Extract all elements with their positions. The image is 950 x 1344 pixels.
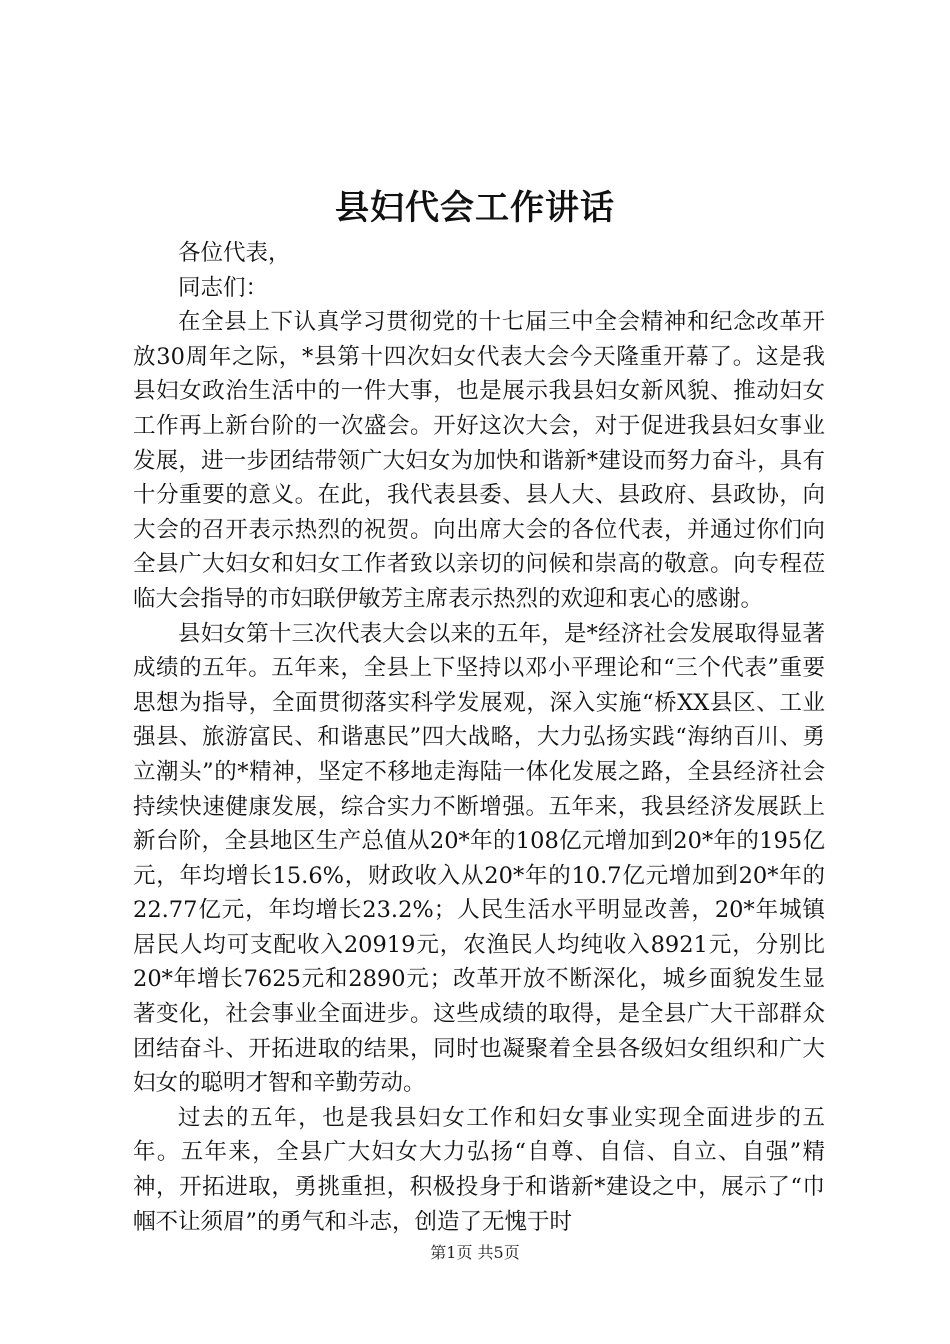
salutation-line: 各位代表， (178, 240, 291, 266)
body-paragraph: 县妇女第十三次代表大会以来的五年，是*经济社会发展取得显著成绩的五年。五年来，全县上下坚持以邓小平理论和“三个代表”重要思想为指导，全面贯彻落实科学发展观，深入实施“桥XX县区、工业强县、旅游富民、和谐惠民”四大战略，大力弘扬实践“海纳百川、勇立潮头”的*精神，坚定不移地走海陆一体化发展之路，全县经济社会持续快速健康发展，综合实力不断增强。五年来，我县经济发展跃上新台阶，全县地区生产总值从20*年的108亿元增加到20*年的195亿元，年均增长15.6%，财政收入从20*年的10.7亿元增加到20*年的22.77亿元，年均增长23.2%；人民生活水平明显改善，20*年城镇居民人均可支配收入20919元，农渔民人均纯收入8921元，分别比20*年增长7625元和2890元；改革开放不断深化，城乡面貌发生显著变化，社会事业全面进步。这些成绩的取得，是全县广大干部群众团结奋斗、开拓进取的结果，同时也凝聚着全县各级妇女组织和广大妇女的聪明才智和辛勤劳动。 (133, 620, 825, 1097)
document-title: 县妇代会工作讲话 (335, 188, 615, 228)
body-paragraph: 过去的五年，也是我县妇女工作和妇女事业实现全面进步的五年。五年来，全县广大妇女大力弘扬“自尊、自信、自立、自强”精神，开拓进取，勇挑重担，积极投身于和谐新*建设之中，展示了“巾帼不让须眉”的勇气和斗志，创造了无愧于时 (133, 1104, 825, 1235)
page-footer: 第1页 共5页 (430, 1243, 520, 1262)
salutation-line: 同志们： (178, 274, 269, 301)
document-body (133, 236, 825, 1239)
body-paragraph: 在全县上下认真学习贯彻党的十七届三中全会精神和纪念改革开放30周年之际，*县第十四次妇女代表大会今天隆重开幕了。这是我县妇女政治生活中的一件大事，也是展示我县妇女新风貌、推动妇女工作再上新台阶的一次盛会。开好这次大会，对于促进我县妇女事业发展，进一步团结带领广大妇女为加快和谐新*建设而努力奋斗，具有十分重要的意义。在此，我代表县委、县人大、县政府、县政协，向大会的召开表示热烈的祝贺。向出席大会的各位代表，并通过你们向全县广大妇女和妇女工作者致以亲切的问候和崇高的敬意。向专程莅临大会指导的市妇联伊敏芳主席表示热烈的欢迎和衷心的感谢。 (133, 309, 825, 612)
